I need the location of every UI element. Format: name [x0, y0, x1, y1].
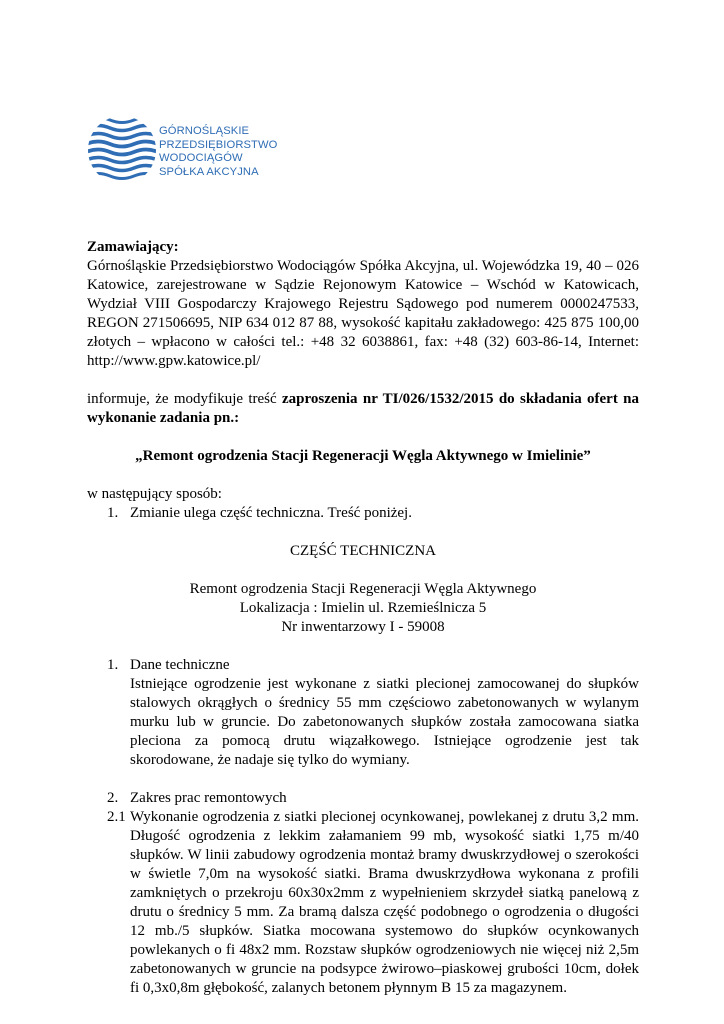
section-body: Wykonanie ogrodzenia z siatki plecionej ocynkowanej, powlekanej z drutu 3,2 mm. Długość ogrodzenia z lekkim załamaniem 99 mb, wysokość siatki 1,75 m/40 słupków. W linii zabudowy ogrodzenia montaż bramy dwuskrzydłowej o szerokości w świetle 7,0m na wysokość siatki. Brama dwuskrzydłowa wykonana z profili zamkniętych o przekroju 60x30x2mm z wypełnieniem skrzydeł siatką panelową z drutu o średnicy 5 mm. Za bramą dalsza część podobnego o ogrodzenia o długości 12 mb./5 słupków. Siatka mocowana systemowo do słupków ocynkowanych powlekanych o fi 48x2 mm. Rozstaw słupków ogrodzeniowych nie więcej niż 2,5m zabetonowanych w gruncie na podsypce żwirowo–piaskowej grubości 10cm, dołek fi 0,3x0,8m głębokość, zalanych betonem płynnym B 15 za magazynem.	[130, 809, 639, 996]
technical-heading: CZĘŚĆ TECHNICZNA	[290, 543, 436, 559]
technical-line: Remont ogrodzenia Stacji Regeneracji Węgla Aktywnego	[189, 581, 537, 597]
waves-logo-icon	[86, 112, 158, 192]
section-title: Dane techniczne	[130, 657, 230, 673]
change-item	[87, 504, 639, 523]
logo-wordmark	[159, 125, 277, 179]
intro-prefix: informuje, że modyfikuje treść	[87, 391, 282, 407]
section-number: 2.1	[107, 809, 126, 825]
logo-line: SPÓŁKA AKCYJNA	[159, 165, 259, 178]
orderer-address: Górnośląskie Przedsiębiorstwo Wodociągów Spółka Akcyjna, ul. Wojewódzka 19, 40 – 026 Katowice, zarejestrowane w Sądzie Rejonowym Katowice – Wschód w Katowicach, Wydział VIII Gospodarczy Krajowego Rejestru Sądowego pod numerem 0000247533, REGON 271506695, NIP 634 012 87 88, wysokość kapitału zakładowego: 425 875 100,00 złotych – wpłacono w całości tel.: +48 32 6038861, fax: +48 (32) 603-86-14, Internet: http://www.gpw.katowice.pl/	[87, 258, 639, 369]
section-number: 2.	[107, 790, 119, 806]
item-text: Zmianie ulega część techniczna. Treść poniżej.	[130, 505, 412, 521]
item-number: 1.	[107, 505, 119, 521]
section-number: 1.	[107, 657, 119, 673]
section-technical-data	[87, 656, 639, 770]
section-scope	[87, 789, 639, 808]
technical-line: Lokalizacja : Imielin ul. Rzemieślnicza 5	[239, 600, 487, 616]
document-body	[87, 238, 639, 998]
intro-paragraph	[87, 390, 639, 428]
logo-line: PRZEDSIĘBIORSTWO	[159, 138, 278, 151]
invitation-reference: zaproszenia nr TI/026/1532/2015 do składania ofert na wykonanie zadania pn.:	[87, 391, 640, 426]
logo-line: GÓRNOŚLĄSKIE	[159, 125, 250, 137]
technical-line: Nr inwentarzowy I - 59008	[281, 619, 445, 635]
orderer-label: Zamawiający:	[87, 239, 179, 255]
section-title: Zakres prac remontowych	[130, 790, 287, 806]
section-body: Istniejące ogrodzenie jest wykonane z siatki plecionej zamocowanej do słupków stalowych okrągłych o średnicy 55 mm częściowo zabetonowanych w wylanym murku lub w gruncie. Do zabetonowanych słupków została zamocowana siatka pleciona za pomocą drutu wiązałkowego. Istniejące ogrodzenie jest tak skorodowane, że nadaje się tylko do wymiany.	[130, 676, 639, 768]
section-scope-2-1	[87, 808, 639, 998]
task-title: „Remont ogrodzenia Stacji Regeneracji Węgla Aktywnego w Imielinie”	[135, 448, 591, 464]
company-logo	[86, 112, 286, 192]
change-lead: w następujący sposób:	[87, 486, 222, 502]
logo-line: WODOCIĄGÓW	[159, 152, 243, 164]
